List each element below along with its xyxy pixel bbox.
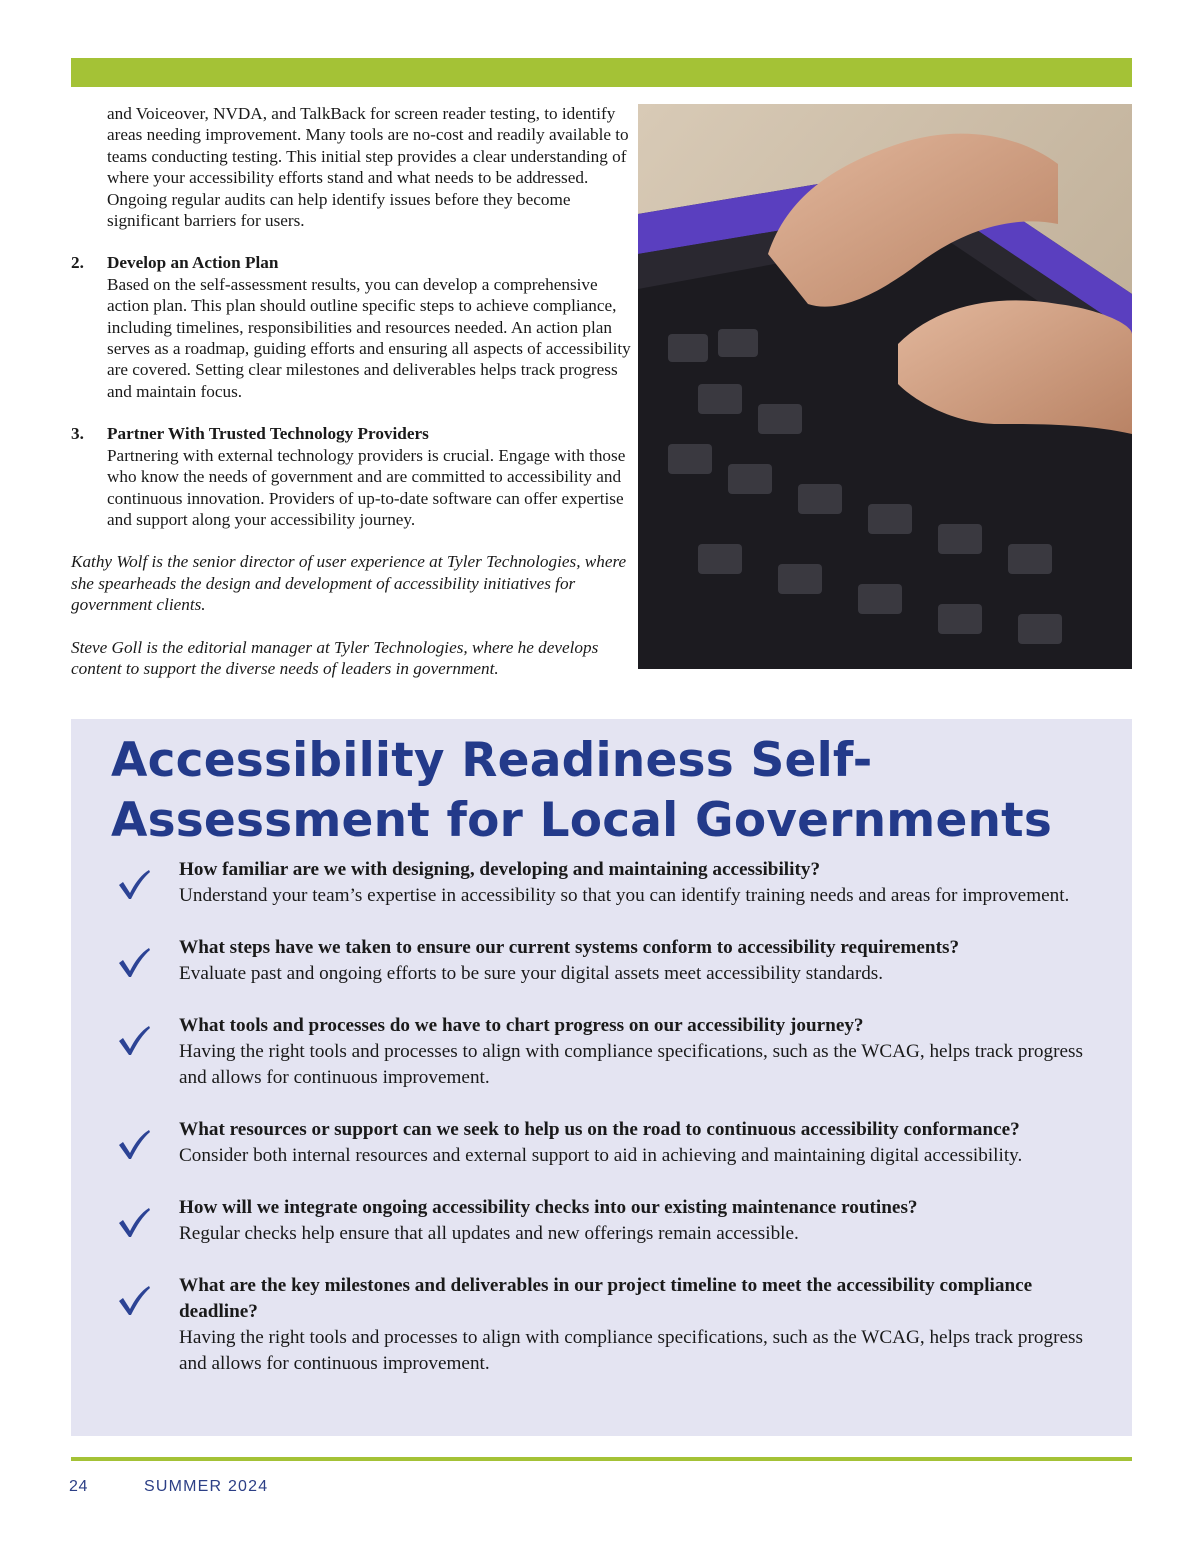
step-body (107, 423, 637, 530)
question-answer: Evaluate past and ongoing efforts to be sure your digital assets meet accessibility standards. (179, 963, 884, 984)
question-answer: Understand your team’s expertise in accessibility so that you can identify training needs and areas for improvement. (179, 885, 1070, 906)
step-title: Partner With Trusted Technology Providers (107, 424, 429, 444)
question-text-block (179, 935, 1132, 987)
checkmark-icon (71, 857, 179, 909)
list-item (71, 1273, 1132, 1377)
article-column (71, 103, 637, 679)
checkmark-icon (71, 1013, 179, 1065)
step-text: Based on the self-assessment results, you can develop a comprehensive action plan. This plan should outline specific steps to achieve compliance, including timelines, responsibilities and resources needed. An action plan serves as a roadmap, guiding efforts and ensuring all aspects of accessibility are covered. Setting clear milestones and deliverables helps track progress and maintain focus. (107, 274, 631, 401)
checkmark-icon (71, 1273, 179, 1325)
step-text: Partnering with external technology providers is crucial. Engage with those who know the needs of government and are committed to accessibility and continuous innovation. Providers of up-to-date software can offer expertise and support along your accessibility journey. (107, 445, 626, 529)
question-text-block (179, 1195, 1132, 1247)
question-title: What tools and processes do we have to chart progress on our accessibility journey? (179, 1015, 864, 1036)
checkmark-icon (71, 1117, 179, 1169)
assessment-title: Accessibility Readiness Self-Assessment for Local Governments (111, 733, 1053, 848)
question-text-block (179, 1013, 1132, 1091)
checkmark-icon (71, 935, 179, 987)
list-item (71, 857, 1132, 909)
top-accent-bar (71, 58, 1132, 87)
question-answer: Having the right tools and processes to align with compliance specifications, such as the WCAG, helps track progress and allows for continuous improvement. (179, 1327, 1083, 1374)
braille-keyboard-photo (638, 104, 1132, 669)
author-bio-steve: Steve Goll is the editorial manager at Tyler Technologies, where he develops content to support the diverse needs of leaders in government. (71, 637, 599, 678)
question-answer: Consider both internal resources and external support to aid in achieving and maintaining digital accessibility. (179, 1145, 1023, 1166)
page-number: 24 (69, 1478, 88, 1495)
intro-paragraph: and Voiceover, NVDA, and TalkBack for screen reader testing, to identify areas needing improvement. Many tools are no-cost and readily available to teams conducting testing. This initial step provides a clear understanding of where your accessibility efforts stand and what needs to be addressed. Ongoing regular audits can help identify issues before they become significant barriers for users. (107, 104, 629, 231)
braille-keyboard-illustration (638, 104, 1132, 669)
question-title: How familiar are we with designing, developing and maintaining accessibility? (179, 859, 821, 880)
list-item (71, 1013, 1132, 1091)
issue-label: SUMMER 2024 (144, 1478, 269, 1495)
question-answer: Having the right tools and processes to align with compliance specifications, such as the WCAG, helps track progress and allows for continuous improvement. (179, 1041, 1083, 1088)
author-bio-kathy: Kathy Wolf is the senior director of user experience at Tyler Technologies, where she spearheads the design and development of accessibility initiatives for government clients. (71, 552, 627, 615)
list-item (71, 1195, 1132, 1247)
self-assessment-box (71, 719, 1132, 1436)
question-text-block (179, 1117, 1132, 1169)
question-title: What steps have we taken to ensure our current systems conform to accessibility requirements? (179, 937, 960, 958)
step-item (71, 252, 637, 402)
question-text-block (179, 1273, 1132, 1377)
bottom-accent-bar (71, 1457, 1132, 1461)
step-number: 2. (71, 253, 84, 273)
question-title: What resources or support can we seek to help us on the road to continuous accessibility conformance? (179, 1119, 1020, 1140)
list-item (71, 935, 1132, 987)
question-title: What are the key milestones and deliverables in our project timeline to meet the accessibility compliance deadline? (179, 1275, 1033, 1322)
question-answer: Regular checks help ensure that all updates and new offerings remain accessible. (179, 1223, 799, 1244)
step-title: Develop an Action Plan (107, 253, 279, 273)
checkmark-icon (71, 1195, 179, 1247)
step-number: 3. (71, 424, 84, 444)
question-text-block (179, 857, 1132, 909)
step-body (107, 252, 637, 402)
question-title: How will we integrate ongoing accessibility checks into our existing maintenance routines? (179, 1197, 918, 1218)
list-item (71, 1117, 1132, 1169)
assessment-question-list (71, 857, 1132, 1403)
step-item (71, 423, 637, 530)
